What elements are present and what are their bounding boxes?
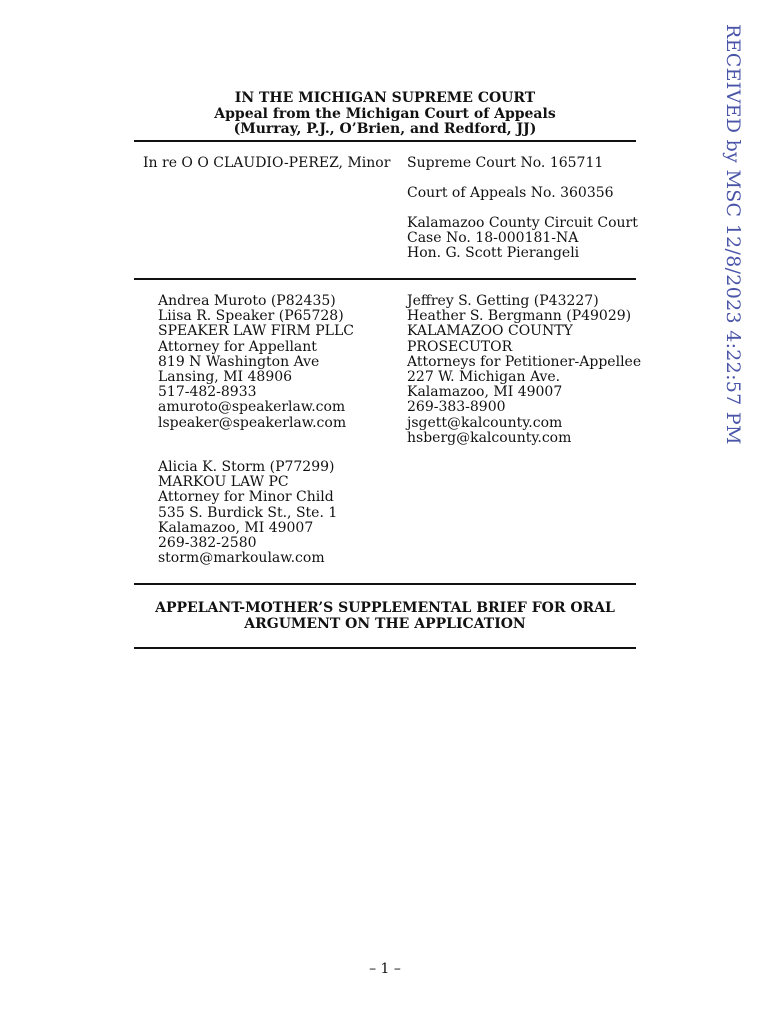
counsel-line: Kalamazoo, MI 49007 xyxy=(158,519,314,536)
counsel-line: Jeffrey S. Getting (P43227) xyxy=(407,293,599,309)
counsel-email: lspeaker@speakerlaw.com xyxy=(158,414,347,431)
counsel-line: 227 W. Michigan Ave. xyxy=(407,369,561,386)
counsel-line: Andrea Muroto (P82435) xyxy=(158,293,336,309)
panel-judges: (Murray, P.J., O’Brien, and Redford, JJ) xyxy=(233,121,537,137)
received-stamp: RECEIVED by MSC 12/8/2023 4:22:57 PM xyxy=(722,24,744,445)
circuit-court: Kalamazoo County Circuit Court xyxy=(407,215,638,231)
counsel-line: Attorneys for Petitioner-Appellee xyxy=(407,353,642,370)
divider-top xyxy=(134,140,636,142)
counsel-line: Kalamazoo, MI 49007 xyxy=(407,384,563,401)
counsel-email: hsberg@kalcounty.com xyxy=(407,429,572,446)
counsel-email: storm@markoulaw.com xyxy=(158,550,325,567)
counsel-email: jsgett@kalcounty.com xyxy=(407,414,563,431)
court-name: IN THE MICHIGAN SUPREME COURT xyxy=(234,90,536,106)
appellee-counsel-block xyxy=(407,294,641,446)
court-heading xyxy=(134,91,636,138)
lower-court-info xyxy=(407,216,647,262)
supreme-court-number: Supreme Court No. 165711 xyxy=(407,155,604,171)
divider-title-top xyxy=(134,583,636,585)
counsel-line: Heather S. Bergmann (P49029) xyxy=(407,308,632,325)
case-name: In re O O CLAUDIO-PEREZ, Minor xyxy=(143,155,391,171)
counsel-line: Lansing, MI 48906 xyxy=(158,369,293,386)
counsel-line: SPEAKER LAW FIRM PLLC xyxy=(158,323,354,340)
counsel-line: Alicia K. Storm (P77299) xyxy=(158,459,335,475)
divider-title-bottom xyxy=(134,647,636,649)
counsel-line: 819 N Washington Ave xyxy=(158,353,320,370)
appellant-counsel-block xyxy=(158,294,354,431)
counsel-line: 535 S. Burdick St., Ste. 1 xyxy=(158,504,338,521)
lower-case-number: Case No. 18-000181-NA xyxy=(407,230,579,247)
divider-caption xyxy=(134,278,636,280)
counsel-line: Attorney for Appellant xyxy=(158,338,317,355)
counsel-email: amuroto@speakerlaw.com xyxy=(158,399,346,416)
court-of-appeals-number: Court of Appeals No. 360356 xyxy=(407,185,614,201)
counsel-line: 517-482-8933 xyxy=(158,384,257,401)
counsel-line: 269-383-8900 xyxy=(407,399,506,416)
minor-counsel-block xyxy=(158,460,337,566)
judge-name: Hon. G. Scott Pierangeli xyxy=(407,245,580,262)
brief-title-line: APPELANT-MOTHER’S SUPPLEMENTAL BRIEF FOR ORAL xyxy=(155,600,615,616)
page-number: – 1 – xyxy=(369,961,401,977)
counsel-line: Liisa R. Speaker (P65728) xyxy=(158,308,344,325)
counsel-line: 269-382-2580 xyxy=(158,535,257,552)
appeal-line: Appeal from the Michigan Court of Appeals xyxy=(214,105,556,122)
brief-title-line: ARGUMENT ON THE APPLICATION xyxy=(244,616,526,632)
counsel-line: MARKOU LAW PC xyxy=(158,474,289,491)
counsel-line: KALAMAZOO COUNTY xyxy=(407,323,573,340)
counsel-line: PROSECUTOR xyxy=(407,338,513,355)
counsel-line: Attorney for Minor Child xyxy=(158,489,334,506)
brief-title xyxy=(134,600,636,632)
